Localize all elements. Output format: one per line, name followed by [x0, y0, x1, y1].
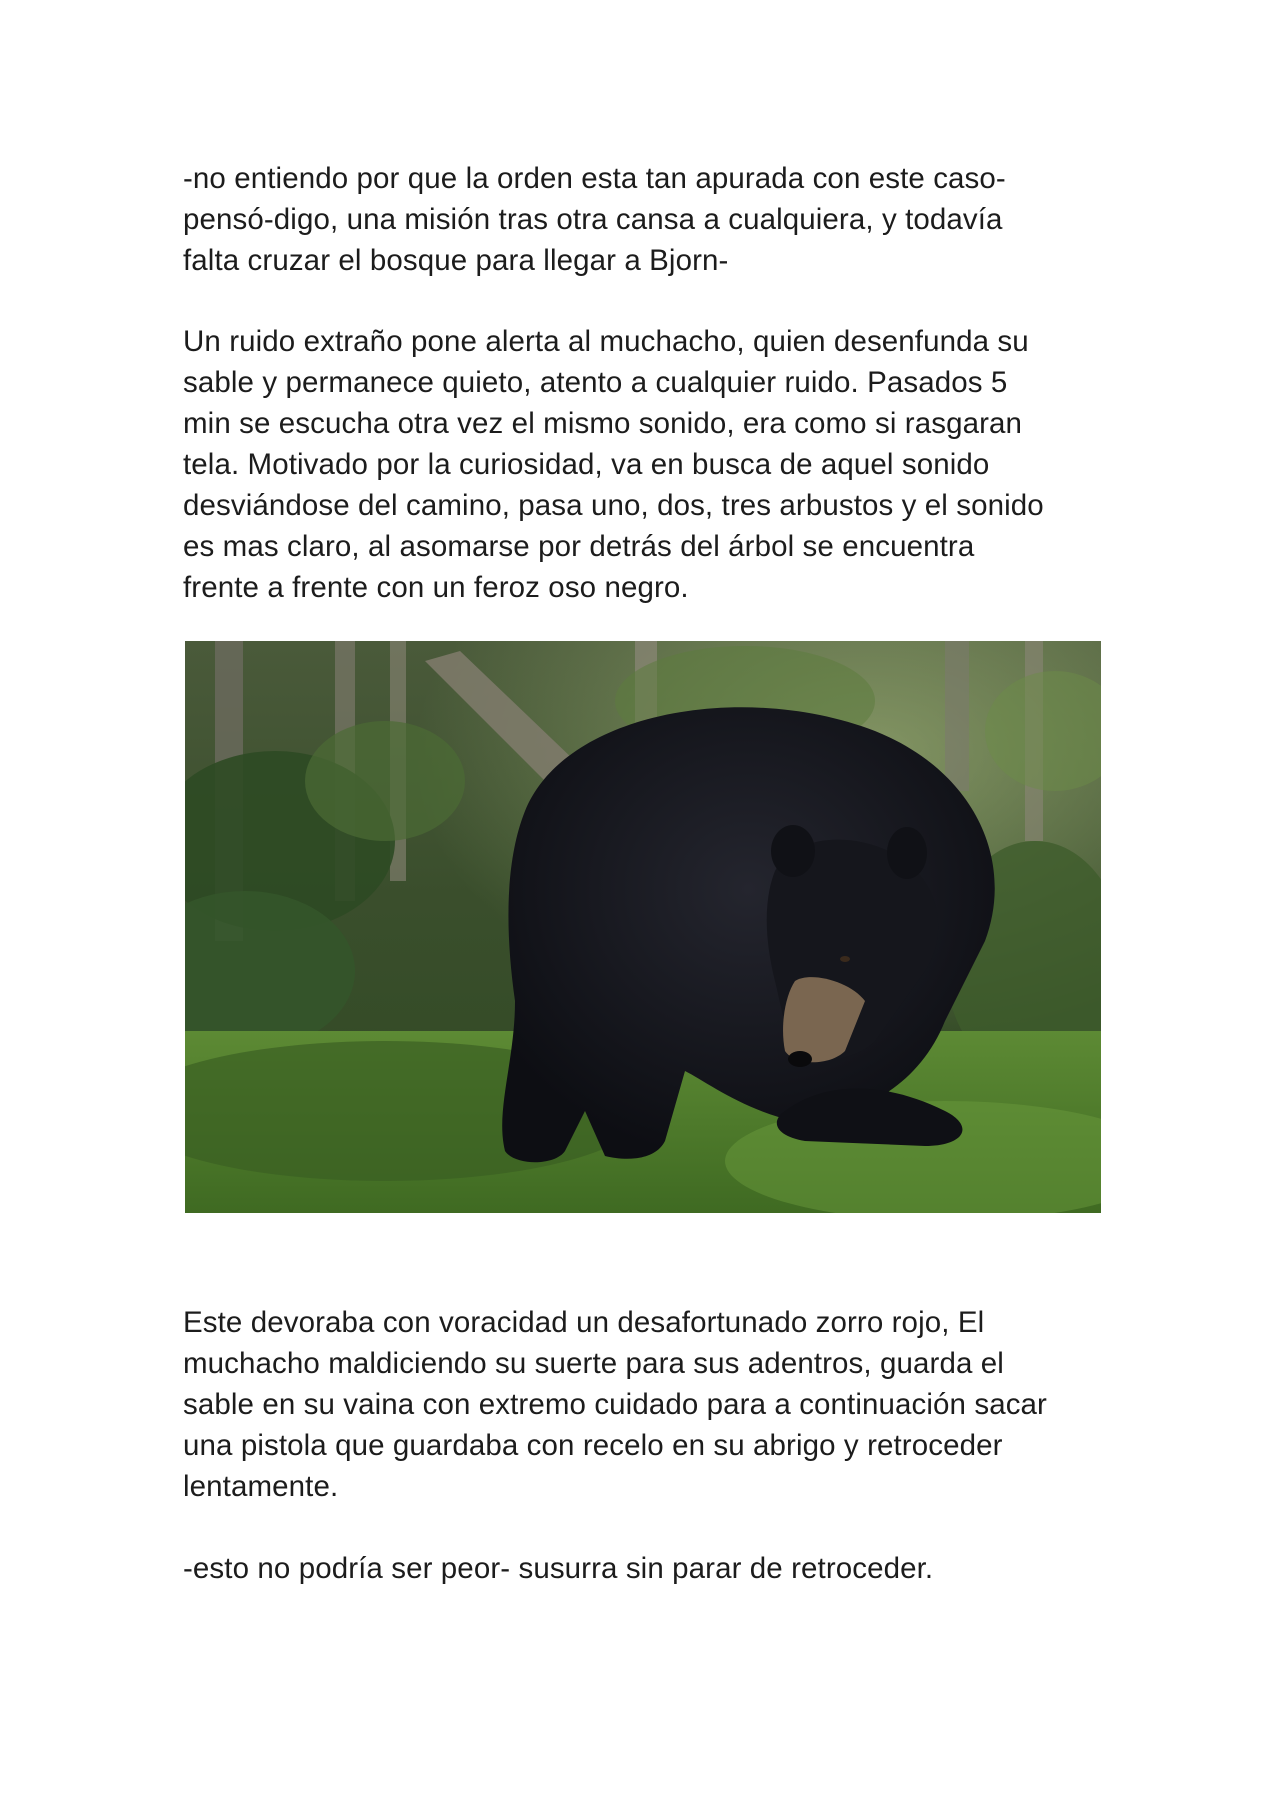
paragraph-line: desviándose del camino, pasa uno, dos, tres arbustos y el sonido [183, 489, 1044, 522]
paragraph-1 [183, 158, 1103, 281]
paragraph-line: Un ruido extraño pone alerta al muchacho, quien desenfunda su [183, 325, 1029, 358]
paragraph-4 [183, 1548, 1103, 1589]
paragraph-2 [183, 321, 1103, 608]
black-bear-photo [185, 641, 1101, 1213]
paragraph-line: muchacho maldiciendo su suerte para sus adentros, guarda el [183, 1347, 1004, 1380]
paragraph-line: sable en su vaina con extremo cuidado para a continuación sacar [183, 1388, 1047, 1421]
black-bear-illustration [185, 641, 1101, 1213]
paragraph-line: sable y permanece quieto, atento a cualquier ruido. Pasados 5 [183, 366, 1008, 399]
paragraph-line: tela. Motivado por la curiosidad, va en busca de aquel sonido [183, 448, 990, 481]
paragraph-line: Este devoraba con voracidad un desafortunado zorro rojo, El [183, 1306, 985, 1339]
paragraph-3 [183, 1302, 1103, 1507]
paragraph-line: lentamente. [183, 1470, 339, 1503]
paragraph-line: pensó-digo, una misión tras otra cansa a cualquiera, y todavía [183, 203, 1003, 236]
paragraph-line: min se escucha otra vez el mismo sonido, era como si rasgaran [183, 407, 1023, 440]
paragraph-line: falta cruzar el bosque para llegar a Bjorn- [183, 244, 729, 277]
paragraph-line: una pistola que guardaba con recelo en su abrigo y retroceder [183, 1429, 1003, 1462]
paragraph-line: -no entiendo por que la orden esta tan apurada con este caso- [183, 162, 1006, 195]
paragraph-line: es mas claro, al asomarse por detrás del árbol se encuentra [183, 530, 975, 563]
paragraph-line: frente a frente con un feroz oso negro. [183, 571, 689, 604]
paragraph-line: -esto no podría ser peor- susurra sin parar de retroceder. [183, 1552, 934, 1585]
